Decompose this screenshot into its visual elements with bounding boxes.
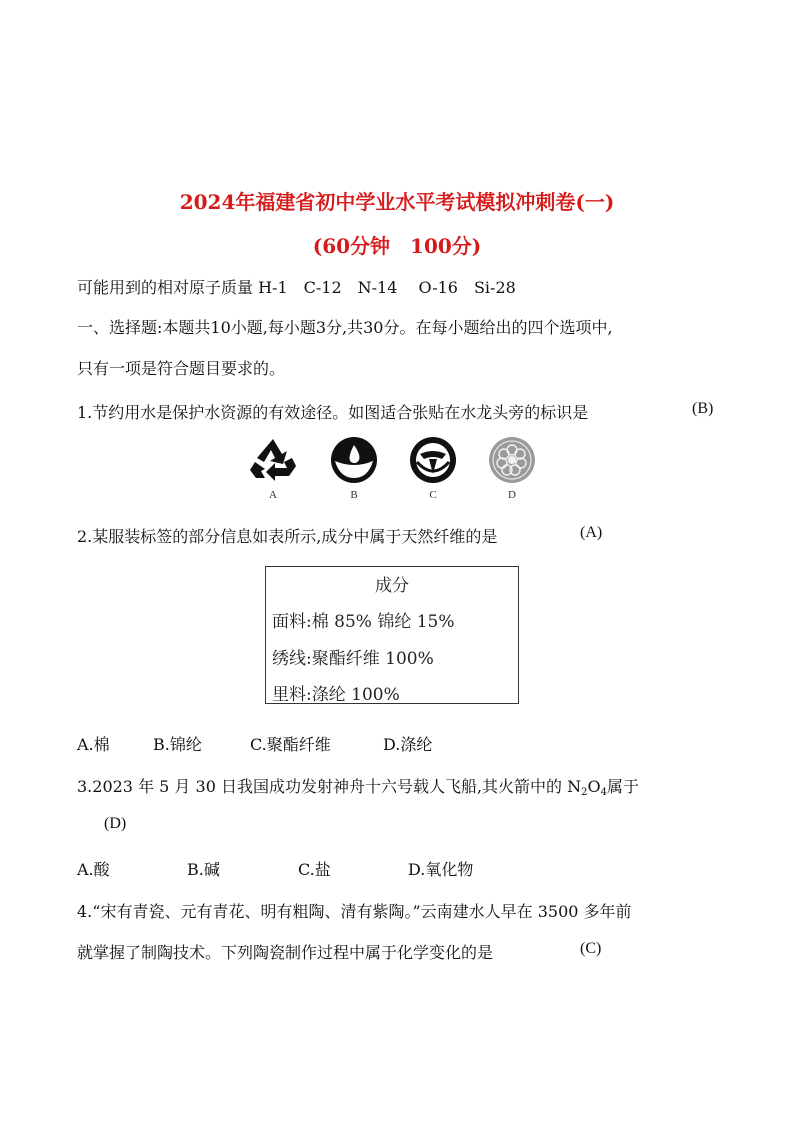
table-header: 成分	[375, 576, 409, 596]
q4-text-line2: 就掌握了制陶技术。下列陶瓷制作过程中属于化学变化的是	[77, 943, 494, 962]
seal-icon	[486, 436, 538, 484]
option-a-figure	[245, 436, 301, 501]
section-instructions-line2: 只有一项是符合题目要求的。	[77, 359, 286, 378]
q3-text-mid: O	[587, 777, 601, 796]
q3-option-d: D.氧化物	[408, 860, 474, 879]
water-saving-icon	[328, 436, 380, 484]
option-b-figure	[326, 436, 382, 501]
exam-subtitle: (60分钟 100分)	[312, 234, 482, 258]
q2-text: 2.某服装标签的部分信息如表所示,成分中属于天然纤维的是	[77, 527, 498, 546]
q3-option-c: C.盐	[298, 860, 331, 879]
option-a-label: A	[269, 489, 277, 501]
option-d-figure	[484, 436, 540, 501]
exam-title: 2024年福建省初中学业水平考试模拟冲刺卷(一)	[179, 190, 615, 214]
option-c-figure	[405, 436, 461, 501]
table-row: 里料:涤纶 100%	[272, 685, 400, 705]
q3-text-before: 3.2023 年 5 月 30 日我国成功发射神舟十六号载人飞船,其火箭中的 N	[77, 777, 582, 796]
q1-answer: (B)	[692, 400, 714, 417]
table-row: 绣线:聚酯纤维 100%	[272, 649, 434, 669]
q2-option-a: A.棉	[77, 735, 110, 754]
q3-text	[77, 774, 639, 798]
table-row: 面料:棉 85% 锦纶 15%	[272, 612, 455, 632]
composition-table	[265, 566, 519, 704]
q4-answer: (C)	[580, 940, 602, 957]
q3-sub2: 4	[600, 787, 608, 798]
q2-option-b: B.锦纶	[153, 735, 202, 754]
q2-option-d: D.涤纶	[383, 735, 433, 754]
option-c-label: C	[429, 489, 437, 501]
q3-text-after: 属于	[607, 777, 640, 796]
q3-sub1: 2	[581, 787, 588, 798]
green-food-icon	[407, 436, 459, 484]
option-d-label: D	[508, 489, 516, 501]
q2-answer: (A)	[580, 524, 603, 541]
option-b-label: B	[350, 489, 358, 501]
atomic-masses: 可能用到的相对原子质量 H-1 C-12 N-14 O-16 Si-28	[77, 278, 516, 297]
q3-option-a: A.酸	[77, 860, 110, 879]
q4-text-line1: 4.“宋有青瓷、元有青花、明有粗陶、清有紫陶。”云南建水人早在 3500 多年前	[77, 902, 632, 921]
q3-option-b: B.碱	[187, 860, 220, 879]
section-instructions-line1: 一、选择题:本题共10小题,每小题3分,共30分。在每小题给出的四个选项中,	[77, 318, 613, 337]
q3-answer: (D)	[104, 815, 127, 832]
q1-text: 1.节约用水是保护水资源的有效途径。如图适合张贴在水龙头旁的标识是	[77, 403, 589, 422]
q2-option-c: C.聚酯纤维	[250, 735, 331, 754]
recycle-icon	[247, 436, 299, 484]
